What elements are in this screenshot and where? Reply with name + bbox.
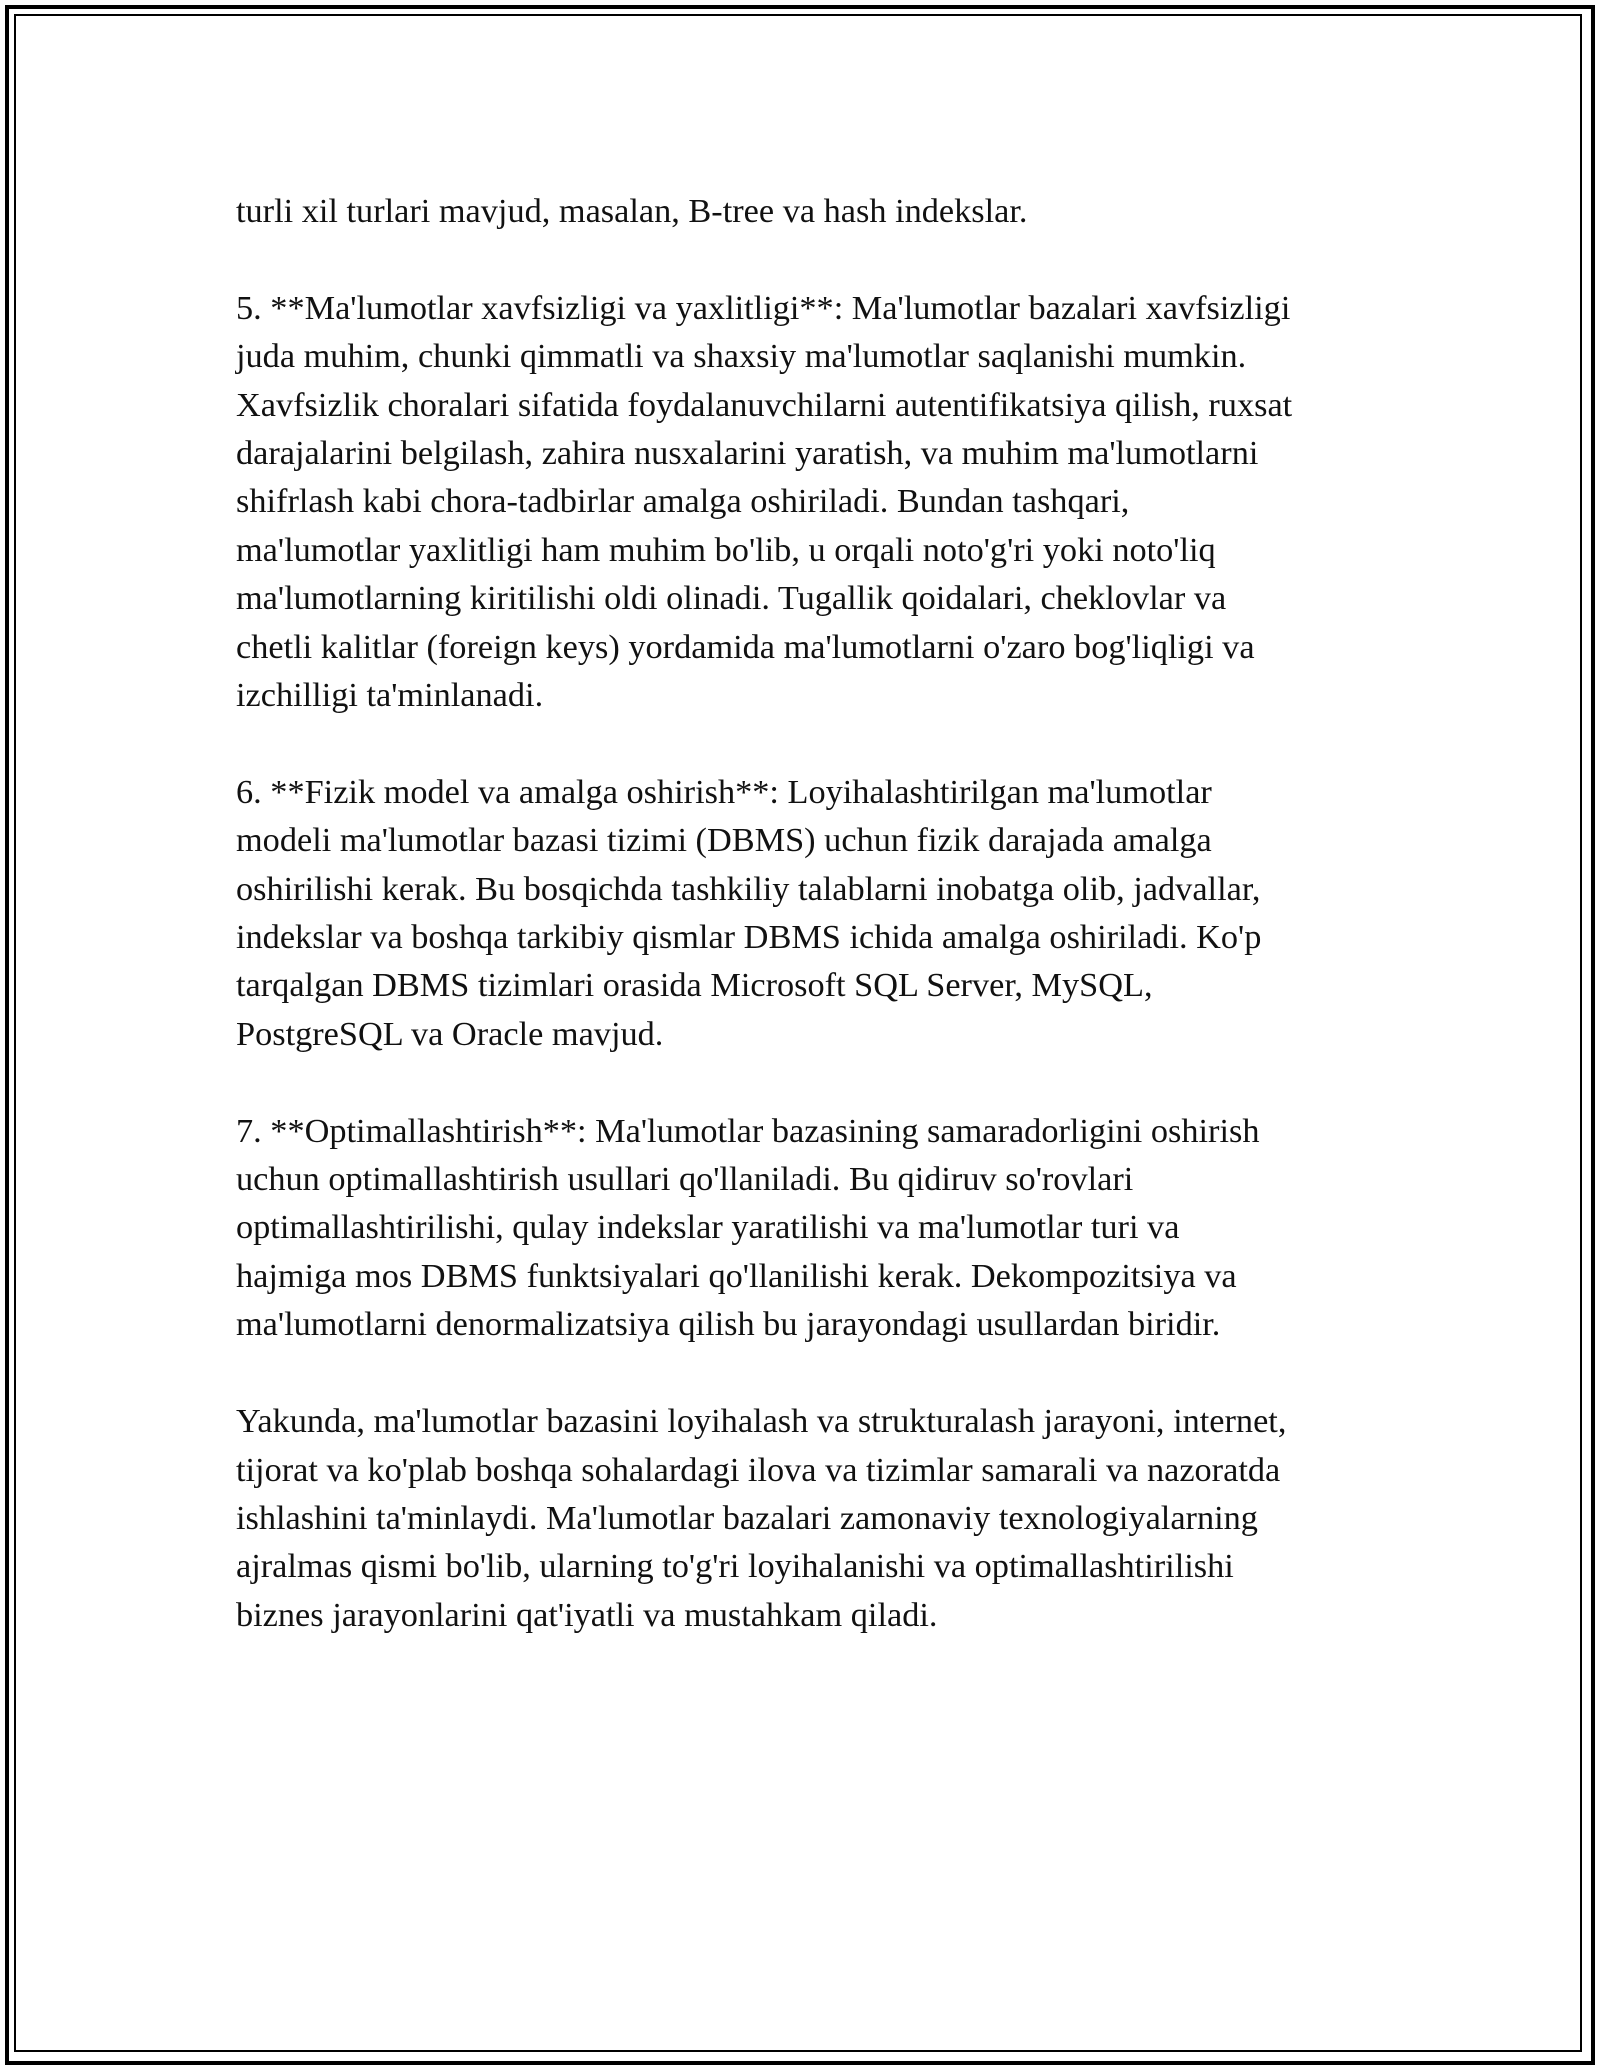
text-line: PostgreSQL va Oracle mavjud. (236, 1014, 664, 1053)
text-line: ishlashini ta'minlaydi. Ma'lumotlar bazalari zamonaviy texnologiyalarning (236, 1498, 1258, 1537)
text-line: oshirilishi kerak. Bu bosqichda tashkiliy talablarni inobatga olib, jadvallar, (236, 869, 1261, 908)
text-line: uchun optimallashtirish usullari qo'llaniladi. Bu qidiruv so'rovlari (236, 1160, 1134, 1199)
text-line: 5. **Ma'lumotlar xavfsizligi va yaxlitligi**: Ma'lumotlar bazalari xavfsizligi (236, 288, 1291, 327)
text-line: chetli kalitlar (foreign keys) yordamida ma'lumotlarni o'zaro bog'liqligi va (236, 627, 1255, 666)
paragraph-conclusion (236, 1397, 1376, 1639)
text-line: modeli ma'lumotlar bazasi tizimi (DBMS) uchun fizik darajada amalga (236, 821, 1212, 860)
paragraph-security-integrity (236, 284, 1376, 720)
text-line: Yakunda, ma'lumotlar bazasini loyihalash va strukturalash jarayoni, internet, (236, 1402, 1287, 1441)
text-line: ma'lumotlar yaxlitligi ham muhim bo'lib, u orqali noto'g'ri yoki noto'liq (236, 530, 1216, 569)
text-line: turli xil turlari mavjud, masalan, B-tree va hash indekslar. (236, 192, 1028, 230)
text-line: ajralmas qismi bo'lib, ularning to'g'ri loyihalanishi va optimallashtirilishi (236, 1547, 1234, 1586)
text-line: shifrlash kabi chora-tadbirlar amalga oshiriladi. Bundan tashqari, (236, 482, 1130, 521)
text-line: 6. **Fizik model va amalga oshirish**: Loyihalashtirilgan ma'lumotlar (236, 772, 1212, 811)
text-line: indekslar va boshqa tarkibiy qismlar DBMS ichida amalga oshiriladi. Ko'p (236, 918, 1262, 957)
text-line: hajmiga mos DBMS funktsiyalari qo'llanilishi kerak. Dekompozitsiya va (236, 1256, 1237, 1295)
text-line: Xavfsizlik choralari sifatida foydalanuvchilarni autentifikatsiya qilish, ruxsat (236, 385, 1293, 424)
text-line: juda muhim, chunki qimmatli va shaxsiy ma'lumotlar saqlanishi mumkin. (236, 337, 1247, 376)
text-line: tijorat va ko'plab boshqa sohalardagi ilova va tizimlar samarali va nazoratda (236, 1450, 1281, 1489)
paragraph-intro-continuation (236, 187, 1376, 235)
text-line: 7. **Optimallashtirish**: Ma'lumotlar bazasining samaradorligini oshirish (236, 1111, 1260, 1150)
document-body (236, 187, 1376, 1688)
text-line: izchilligi ta'minlanadi. (236, 676, 544, 715)
text-line: ma'lumotlarning kiritilishi oldi olinadi. Tugallik qoidalari, cheklovlar va (236, 579, 1227, 618)
text-line: tarqalgan DBMS tizimlari orasida Microsoft SQL Server, MySQL, (236, 966, 1153, 1005)
text-line: biznes jarayonlarini qat'iyatli va mustahkam qiladi. (236, 1595, 938, 1634)
text-line: ma'lumotlarni denormalizatsiya qilish bu jarayondagi usullardan biridir. (236, 1305, 1221, 1344)
text-line: optimallashtirilishi, qulay indekslar yaratilishi va ma'lumotlar turi va (236, 1208, 1180, 1247)
paragraph-optimization (236, 1107, 1376, 1349)
text-line: darajalarini belgilash, zahira nusxalarini yaratish, va muhim ma'lumotlarni (236, 434, 1259, 473)
paragraph-physical-model (236, 768, 1376, 1058)
